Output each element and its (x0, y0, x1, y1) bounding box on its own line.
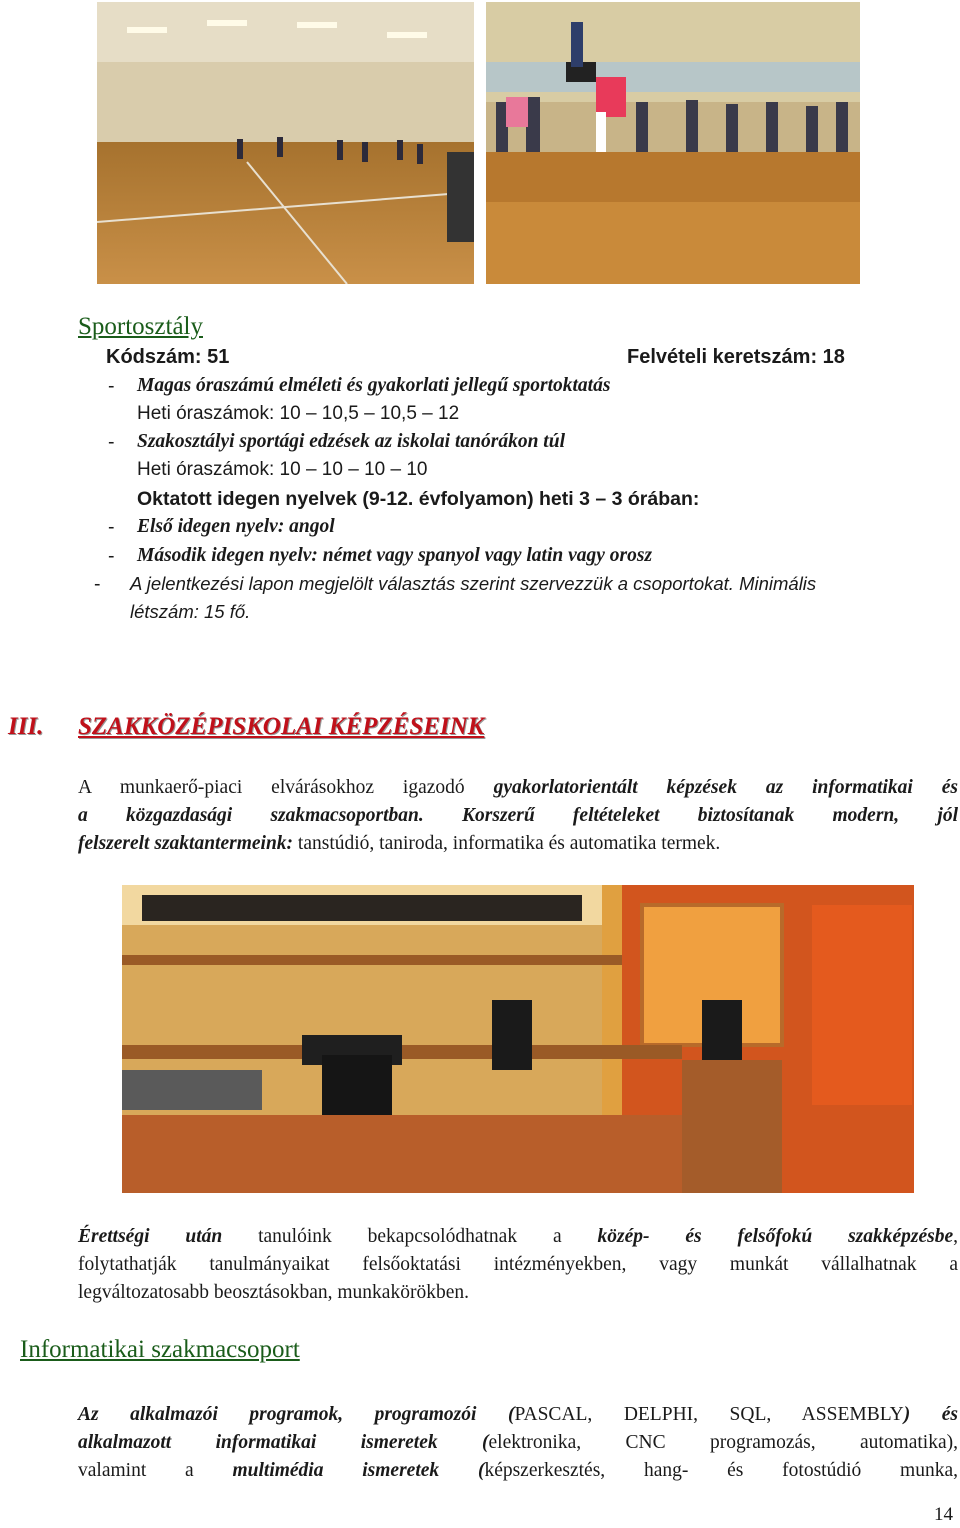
breakdance-photo (486, 2, 860, 284)
group-note-line-2: létszám: 15 fő. (130, 601, 251, 622)
group-note-line-1: A jelentkezési lapon megjelölt választás szerint szervezzük a csoportokat. Minimális (130, 573, 817, 594)
after-graduation-paragraph (78, 1223, 958, 1307)
informatics-title: Informatikai szakmacsoport (20, 1336, 300, 1363)
sport-item-2-hours: Heti óraszámok: 10 – 10 – 10 – 10 (137, 459, 428, 480)
paragraph-emphasis: Az alkalmazói programok, programozói ( (78, 1404, 515, 1425)
intro-emphasis: Korszerű feltételeket biztosítanak modern, jól (423, 805, 958, 826)
first-language: Első idegen nyelv: angol (137, 516, 335, 537)
intro-text: tanstúdió, taniroda, informatika és automatika termek. (293, 833, 721, 854)
page-number: 14 (934, 1504, 953, 1525)
list-dash: - (108, 516, 115, 538)
paragraph-text: , (953, 1226, 959, 1247)
paragraph-text: valamint a (78, 1460, 233, 1481)
paragraph-emphasis: multimédia ismeretek ( (232, 1460, 485, 1481)
intro-emphasis: a közgazdasági szakmacsoportban. (78, 805, 424, 826)
sport-class-title: Sportosztály (78, 313, 203, 340)
admission-quota: Felvételi keretszám: 18 (627, 346, 845, 368)
sport-item-1: Magas óraszámú elméleti és gyakorlati jellegű sportoktatás (137, 375, 611, 396)
code-number: Kódszám: 51 (106, 346, 230, 368)
list-dash: - (108, 545, 115, 567)
informatics-paragraph (78, 1401, 958, 1485)
section-number: III. (8, 713, 44, 740)
sports-hall-photo (97, 2, 474, 284)
section-intro-paragraph (78, 774, 958, 858)
paragraph-text: PASCAL, DELPHI, SQL, ASSEMBLY (514, 1404, 904, 1425)
list-dash: - (108, 431, 115, 453)
languages-heading: Oktatott idegen nyelvek (9-12. évfolyamon) heti 3 – 3 órában: (137, 488, 700, 510)
intro-emphasis: gyakorlatorientált képzések az informatikai és (493, 777, 958, 798)
paragraph-emphasis: közép- és felsőfokú szakképzésbe (597, 1226, 954, 1247)
list-dash: - (94, 573, 101, 595)
sport-item-1-hours: Heti óraszámok: 10 – 10,5 – 10,5 – 12 (137, 403, 460, 424)
paragraph-text: képszerkesztés, hang- és fotostúdió munka, (484, 1460, 958, 1481)
intro-text: A munkaerő-piaci elvárásokhoz igazodó (78, 777, 494, 798)
paragraph-text: elektronika, CNC programozás, automatika), (488, 1432, 958, 1453)
second-language: Második idegen nyelv: német vagy spanyol vagy latin vagy orosz (137, 545, 653, 566)
sport-item-2: Szakosztályi sportági edzések az iskolai tanórákon túl (137, 431, 565, 452)
list-dash: - (108, 375, 115, 397)
paragraph-emphasis: alkalmazott informatikai ismeretek ( (78, 1432, 489, 1453)
paragraph-emphasis: Érettségi után (78, 1226, 223, 1247)
paragraph-text: legváltozatosabb beosztásokban, munkakörökben. (78, 1282, 469, 1303)
paragraph-emphasis: ) és (903, 1404, 958, 1425)
paragraph-text: folytathatják tanulmányaikat felsőoktatási intézményekben, vagy munkát vállalhatnak a (78, 1254, 958, 1275)
studio-photo (122, 885, 914, 1193)
section-title: SZAKKÖZÉPISKOLAI KÉPZÉSEINK (78, 713, 485, 740)
intro-emphasis: felszerelt szaktantermeink: (78, 833, 294, 854)
paragraph-text: tanulóink bekapcsolódhatnak a (222, 1226, 598, 1247)
